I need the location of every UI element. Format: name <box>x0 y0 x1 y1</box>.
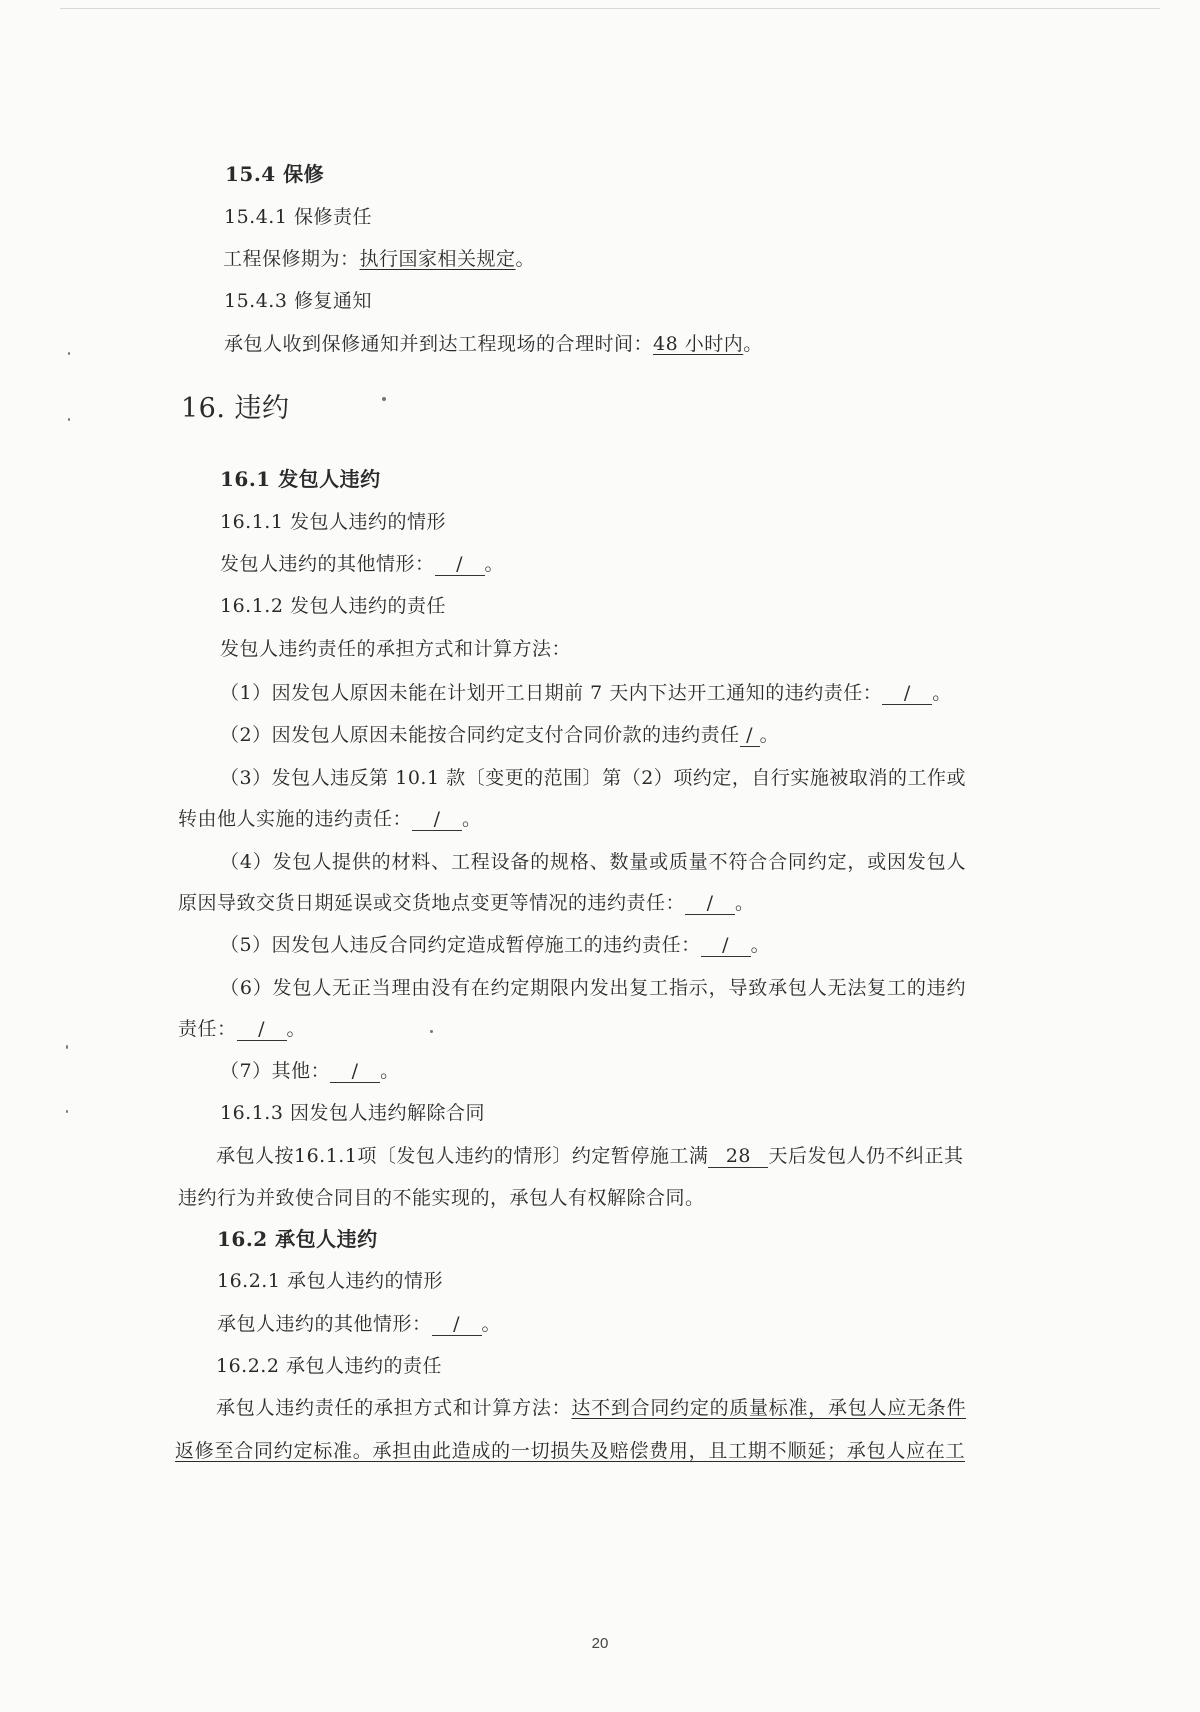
item-6-line-1: （6）发包人无正当理由没有在约定期限内发出复工指示，导致承包人无法复工的违约 <box>220 977 966 999</box>
clause-16-2-2-title: 16.2.2 承包人违约的责任 <box>216 1355 442 1377</box>
item-4-line-1: （4）发包人提供的材料、工程设备的规格、数量或质量不符合合同约定，或因发包人 <box>220 851 966 873</box>
item-2: （2）因发包人原因未能按合同约定支付合同价款的违约责任 / 。 <box>220 724 780 746</box>
item-6-line-2: 责任： / 。 <box>178 1018 307 1040</box>
scan-speck <box>66 1045 68 1049</box>
blank-field: / <box>740 724 760 747</box>
clause-16-2-1-title: 16.2.1 承包人违约的情形 <box>217 1270 443 1292</box>
item-7: （7）其他： / 。 <box>220 1060 400 1082</box>
item-5: （5）因发包人违反合同约定造成暂停施工的违约责任： / 。 <box>220 934 771 956</box>
scan-speck <box>430 1030 433 1033</box>
item-3-line-1: （3）发包人违反第 10.1 款〔变更的范围〕第（2）项约定，自行实施被取消的工作或 <box>220 767 966 789</box>
clause-16-2-2-line-2: 返修至合同约定标准。承担由此造成的一切损失及赔偿费用，且工期不顺延；承包人应在工 <box>175 1440 965 1462</box>
scan-speck <box>68 352 70 355</box>
blank-field: / <box>432 1313 482 1336</box>
blank-field: / <box>412 808 462 831</box>
contractor-liability-text: 达不到合同约定的质量标准，承包人应无条件 <box>571 1397 966 1419</box>
clause-15-4-3-text: 承包人收到保修通知并到达工程现场的合理时间：48 小时内。 <box>224 333 763 355</box>
scan-speck <box>66 1110 68 1113</box>
blank-field: / <box>330 1060 380 1083</box>
clause-16-1-3-line-2: 违约行为并致使合同目的不能实现的，承包人有权解除合同。 <box>178 1187 705 1209</box>
clause-16-1-2-title: 16.1.2 发包人违约的责任 <box>220 595 446 617</box>
clause-16-1-1-text: 发包人违约的其他情形： / 。 <box>220 553 505 575</box>
days-value: 28 <box>708 1145 768 1168</box>
clause-15-4-1-title: 15.4.1 保修责任 <box>224 206 372 228</box>
clause-15-4-1-text: 工程保修期为：执行国家相关规定。 <box>223 248 536 270</box>
section-16-heading: 16. 违约 <box>181 393 290 424</box>
blank-field: / <box>435 553 485 576</box>
item-1: （1）因发包人原因未能在计划开工日期前 7 天内下达开工通知的违约责任： / 。 <box>220 682 952 704</box>
scan-speck <box>68 418 70 421</box>
scan-speck <box>382 397 386 401</box>
clause-16-2-1-text: 承包人违约的其他情形： / 。 <box>217 1313 502 1335</box>
item-4-line-2: 原因导致交货日期延误或交货地点变更等情况的违约责任： / 。 <box>178 892 755 914</box>
warranty-period-value: 执行国家相关规定 <box>359 248 516 270</box>
clause-16-1-3-line-1: 承包人按16.1.1项〔发包人违约的情形〕约定暂停施工满 28 天后发包人仍不纠正其 <box>216 1145 964 1167</box>
blank-field: / <box>237 1018 287 1041</box>
blank-field: / <box>882 682 932 705</box>
repair-arrival-time-value: 48 小时内 <box>653 333 744 355</box>
blank-field: / <box>701 934 751 957</box>
heading-16-1: 16.1 发包人违约 <box>220 467 381 491</box>
scan-edge-line <box>60 8 1160 9</box>
clause-16-1-3-title: 16.1.3 因发包人违约解除合同 <box>220 1102 485 1124</box>
heading-16-2: 16.2 承包人违约 <box>217 1227 378 1251</box>
clause-16-1-1-title: 16.1.1 发包人违约的情形 <box>220 511 446 533</box>
clause-16-1-2-text: 发包人违约责任的承担方式和计算方法： <box>220 638 572 660</box>
blank-field: / <box>685 892 735 915</box>
heading-15-4: 15.4 保修 <box>225 162 325 186</box>
clause-15-4-3-title: 15.4.3 修复通知 <box>224 290 372 312</box>
page-number: 20 <box>591 1635 609 1652</box>
clause-16-2-2-line-1: 承包人违约责任的承担方式和计算方法：达不到合同约定的质量标准，承包人应无条件 <box>216 1397 966 1419</box>
item-3-line-2: 转由他人实施的违约责任： / 。 <box>178 808 482 830</box>
